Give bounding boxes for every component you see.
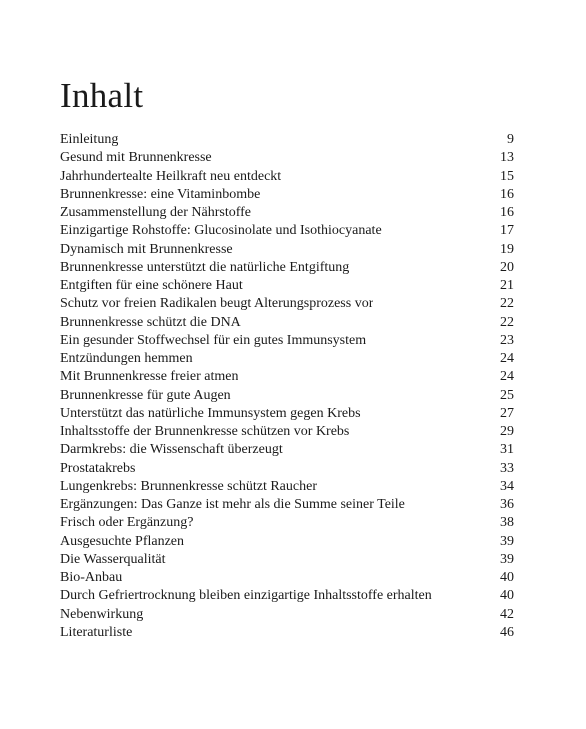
toc-entry-title: Gesund mit Brunnenkresse <box>60 150 212 166</box>
toc-entry-title: Ein gesunder Stoffwechsel für ein gutes Immunsystem <box>60 332 367 348</box>
toc-entry-title: Die Wasserqualität <box>60 551 166 567</box>
toc-entry <box>60 314 514 332</box>
toc-entry <box>60 460 514 478</box>
toc-entry <box>60 514 514 532</box>
toc-entry <box>60 332 514 350</box>
toc-entry-page-number: 17 <box>500 223 514 239</box>
toc-entry-page-number: 13 <box>500 150 514 166</box>
toc-entry <box>60 423 514 441</box>
toc-entry-page-number: 22 <box>500 314 514 330</box>
toc-entry <box>60 405 514 423</box>
toc-entry-page-number: 9 <box>507 132 514 147</box>
toc-entry <box>60 551 514 569</box>
toc-entry-title: Zusammenstellung der Nährstoffe <box>60 205 252 220</box>
toc-entry-page-number: 42 <box>500 606 514 622</box>
toc-entry-page-number: 33 <box>500 460 514 476</box>
toc-entry-title: Inhaltsstoffe der Brunnenkresse schützen vor Krebs <box>60 424 350 439</box>
toc-entry-title: Entzündungen hemmen <box>60 351 193 366</box>
toc-page <box>60 74 514 642</box>
toc-entry <box>60 131 514 149</box>
toc-entry <box>60 606 514 624</box>
table-of-contents <box>60 131 514 642</box>
toc-entry-title: Durch Gefriertrocknung bleiben einzigartige Inhaltsstoffe erhalten <box>60 588 432 604</box>
toc-entry-page-number: 40 <box>500 570 514 585</box>
toc-entry-title: Ergänzungen: Das Ganze ist mehr als die Summe seiner Teile <box>60 497 405 512</box>
toc-entry-title: Frisch oder Ergänzung? <box>60 515 194 531</box>
toc-entry-title: Einleitung <box>60 132 119 147</box>
toc-entry <box>60 295 514 313</box>
toc-entry-page-number: 25 <box>500 387 514 403</box>
toc-entry-page-number: 21 <box>500 278 514 293</box>
toc-entry <box>60 533 514 551</box>
toc-entry-page-number: 29 <box>500 424 514 439</box>
toc-entry-page-number: 16 <box>500 205 514 220</box>
toc-entry <box>60 204 514 222</box>
toc-entry <box>60 496 514 514</box>
toc-entry-title: Brunnenkresse: eine Vitaminbombe <box>60 186 261 202</box>
toc-entry-page-number: 24 <box>500 369 514 385</box>
toc-entry-page-number: 40 <box>500 588 514 604</box>
toc-entry-title: Brunnenkresse unterstützt die natürliche Entgiftung <box>60 259 350 275</box>
toc-entry <box>60 350 514 368</box>
toc-entry-page-number: 31 <box>500 442 514 458</box>
toc-entry <box>60 441 514 459</box>
toc-entry-title: Jahrhundertealte Heilkraft neu entdeckt <box>60 168 282 184</box>
toc-entry-title: Dynamisch mit Brunnenkresse <box>60 241 233 257</box>
toc-entry-page-number: 36 <box>500 497 514 512</box>
toc-entry <box>60 277 514 295</box>
toc-entry-page-number: 38 <box>500 515 514 531</box>
toc-entry-page-number: 34 <box>500 478 514 494</box>
toc-entry <box>60 186 514 204</box>
toc-entry-title: Einzigartige Rohstoffe: Glucosinolate und Isothiocyanate <box>60 223 382 239</box>
toc-entry-title: Lungenkrebs: Brunnenkresse schützt Raucher <box>60 478 317 494</box>
toc-entry-title: Unterstützt das natürliche Immunsystem gegen Krebs <box>60 405 361 421</box>
toc-entry-page-number: 15 <box>500 168 514 184</box>
toc-entry-title: Nebenwirkung <box>60 606 144 622</box>
toc-entry <box>60 368 514 386</box>
toc-entry <box>60 624 514 642</box>
page-title: Inhalt <box>60 76 144 115</box>
toc-entry-page-number: 24 <box>500 351 514 366</box>
toc-entry-page-number: 46 <box>500 624 514 640</box>
toc-entry-page-number: 19 <box>500 241 514 257</box>
toc-entry <box>60 241 514 259</box>
toc-entry <box>60 569 514 587</box>
toc-entry-title: Bio-Anbau <box>60 570 123 585</box>
toc-entry-title: Brunnenkresse schützt die DNA <box>60 314 241 330</box>
toc-entry <box>60 222 514 240</box>
toc-entry-page-number: 16 <box>500 186 514 202</box>
toc-entry <box>60 478 514 496</box>
toc-entry-page-number: 22 <box>500 296 514 312</box>
toc-entry-title: Darmkrebs: die Wissenschaft überzeugt <box>60 442 283 458</box>
toc-entry-title: Mit Brunnenkresse freier atmen <box>60 369 239 385</box>
toc-entry <box>60 259 514 277</box>
toc-entry-title: Brunnenkresse für gute Augen <box>60 387 231 403</box>
toc-entry-title: Literaturliste <box>60 624 133 640</box>
toc-entry-title: Schutz vor freien Radikalen beugt Alterungsprozess vor <box>60 296 374 312</box>
toc-entry <box>60 387 514 405</box>
toc-entry-page-number: 23 <box>500 332 514 348</box>
toc-entry-page-number: 20 <box>500 259 514 275</box>
toc-entry-title: Prostatakrebs <box>60 460 136 476</box>
toc-entry <box>60 168 514 186</box>
toc-entry-title: Ausgesuchte Pflanzen <box>60 533 185 549</box>
toc-entry-page-number: 27 <box>500 405 514 421</box>
toc-entry <box>60 587 514 605</box>
toc-entry-page-number: 39 <box>500 533 514 549</box>
toc-entry-page-number: 39 <box>500 551 514 567</box>
toc-entry-title: Entgiften für eine schönere Haut <box>60 278 243 293</box>
toc-entry <box>60 149 514 167</box>
